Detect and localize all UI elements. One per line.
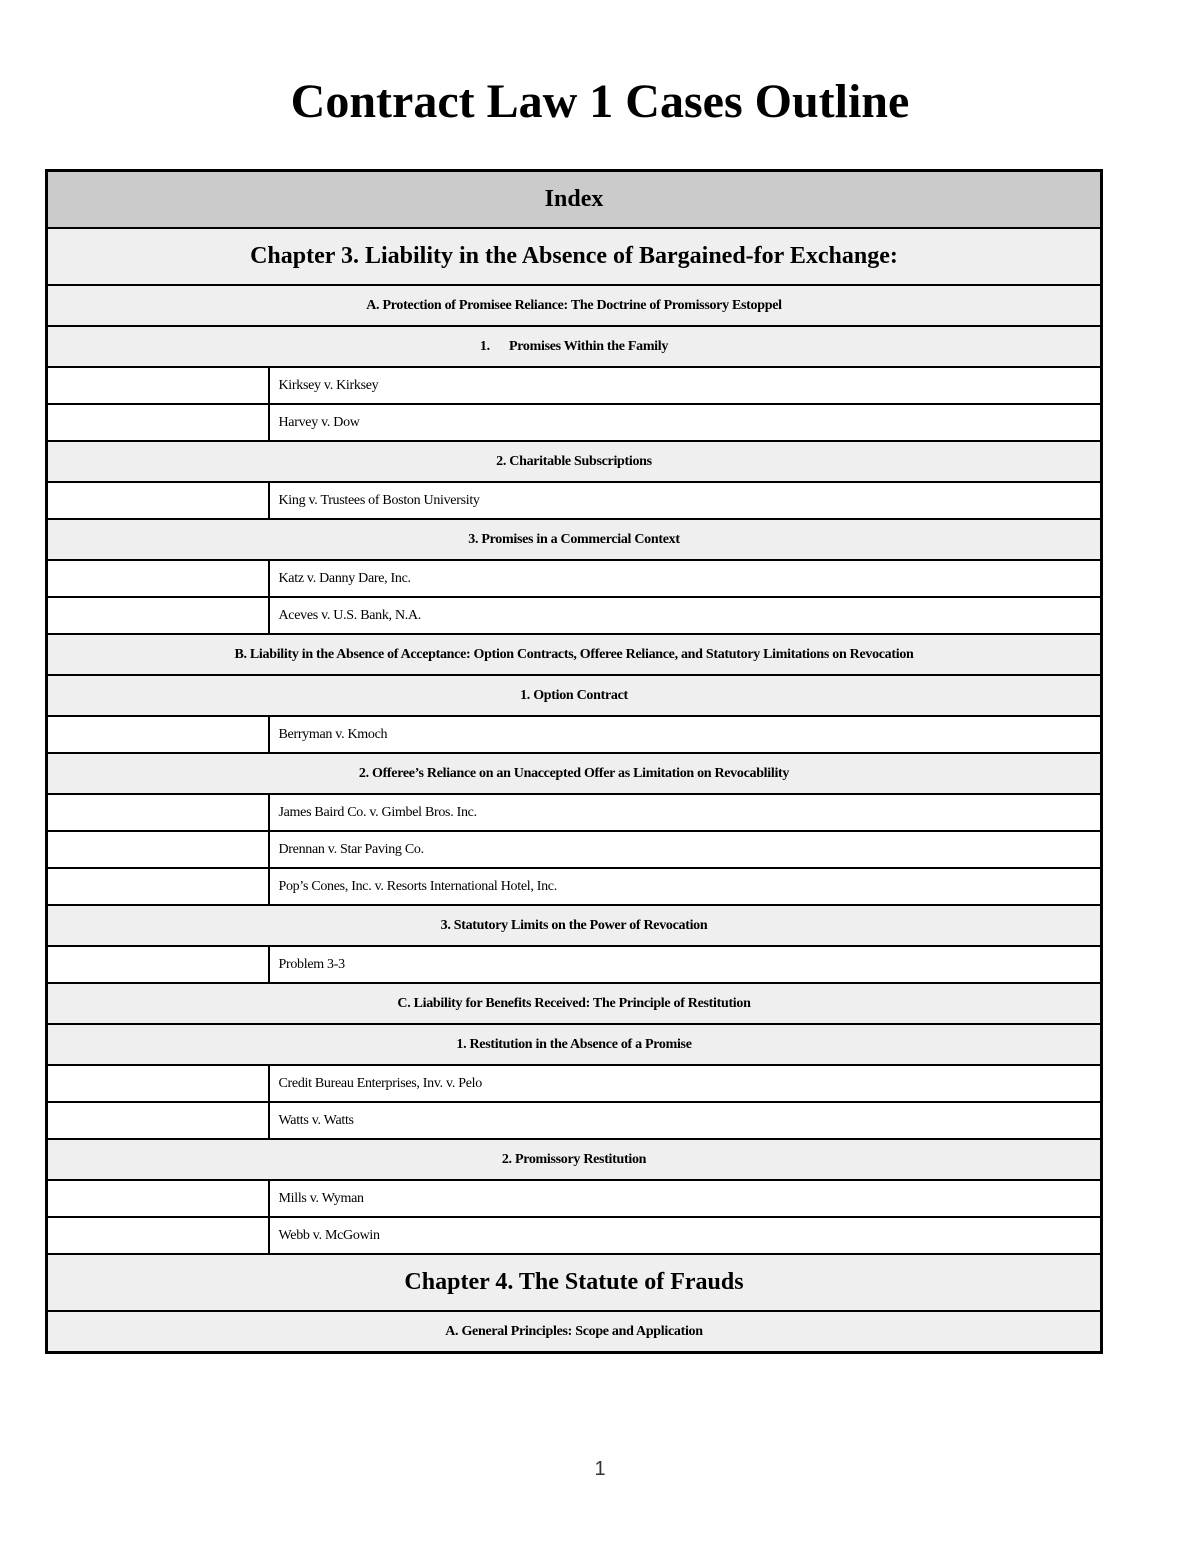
case-name: King v. Trustees of Boston University: [269, 482, 1102, 519]
case-name: Drennan v. Star Paving Co.: [269, 831, 1102, 868]
section-heading: C. Liability for Benefits Received: The Principle of Restitution: [47, 983, 1102, 1024]
section-heading: 3. Statutory Limits on the Power of Revocation: [47, 905, 1102, 946]
index-table-body: [47, 171, 1102, 1353]
case-row: [47, 482, 1102, 519]
case-row: [47, 1180, 1102, 1217]
case-name: Berryman v. Kmoch: [269, 716, 1102, 753]
section-row: [47, 519, 1102, 560]
case-row: [47, 404, 1102, 441]
index-header-row: [47, 171, 1102, 229]
case-row: [47, 868, 1102, 905]
index-header: Index: [47, 171, 1102, 229]
index-table: [45, 169, 1103, 1354]
case-name: Pop’s Cones, Inc. v. Resorts International Hotel, Inc.: [269, 868, 1102, 905]
chapter-row: [47, 228, 1102, 285]
section-row: [47, 285, 1102, 326]
section-row: [47, 983, 1102, 1024]
section-heading: 2. Offeree’s Reliance on an Unaccepted Offer as Limitation on Revocablility: [47, 753, 1102, 794]
case-row: [47, 1065, 1102, 1102]
case-name: Watts v. Watts: [269, 1102, 1102, 1139]
case-row: [47, 367, 1102, 404]
chapter-row: [47, 1254, 1102, 1311]
section-row: [47, 326, 1102, 367]
case-name: Credit Bureau Enterprises, Inv. v. Pelo: [269, 1065, 1102, 1102]
case-row: [47, 1102, 1102, 1139]
section-heading: A. Protection of Promisee Reliance: The Doctrine of Promissory Estoppel: [47, 285, 1102, 326]
section-row: [47, 1311, 1102, 1353]
case-name: Problem 3-3: [269, 946, 1102, 983]
case-notes-cell: [47, 831, 269, 868]
chapter-heading: Chapter 3. Liability in the Absence of Bargained-for Exchange:: [47, 228, 1102, 285]
section-row: [47, 1024, 1102, 1065]
case-name: James Baird Co. v. Gimbel Bros. Inc.: [269, 794, 1102, 831]
section-row: [47, 675, 1102, 716]
case-row: [47, 1217, 1102, 1254]
case-notes-cell: [47, 946, 269, 983]
case-notes-cell: [47, 367, 269, 404]
section-heading: A. General Principles: Scope and Application: [47, 1311, 1102, 1353]
section-row: [47, 1139, 1102, 1180]
section-row: [47, 441, 1102, 482]
case-row: [47, 946, 1102, 983]
section-row: [47, 634, 1102, 675]
case-row: [47, 560, 1102, 597]
case-notes-cell: [47, 1217, 269, 1254]
section-heading: 2. Promissory Restitution: [47, 1139, 1102, 1180]
page-number: 1: [594, 1458, 606, 1480]
case-name: Mills v. Wyman: [269, 1180, 1102, 1217]
case-notes-cell: [47, 560, 269, 597]
case-name: Webb v. McGowin: [269, 1217, 1102, 1254]
chapter-heading: Chapter 4. The Statute of Frauds: [47, 1254, 1102, 1311]
case-notes-cell: [47, 1065, 269, 1102]
section-row: [47, 753, 1102, 794]
document-title: Contract Law 1 Cases Outline: [290, 75, 910, 128]
case-notes-cell: [47, 597, 269, 634]
case-row: [47, 794, 1102, 831]
case-row: [47, 831, 1102, 868]
case-row: [47, 716, 1102, 753]
section-heading: 1. Restitution in the Absence of a Promise: [47, 1024, 1102, 1065]
case-notes-cell: [47, 794, 269, 831]
case-notes-cell: [47, 482, 269, 519]
section-heading: 1. Option Contract: [47, 675, 1102, 716]
section-heading: 2. Charitable Subscriptions: [47, 441, 1102, 482]
case-name: Katz v. Danny Dare, Inc.: [269, 560, 1102, 597]
case-notes-cell: [47, 404, 269, 441]
section-heading: B. Liability in the Absence of Acceptance: Option Contracts, Offeree Reliance, and Statutory Limitations on Revocation: [47, 634, 1102, 675]
case-name: Harvey v. Dow: [269, 404, 1102, 441]
case-notes-cell: [47, 1102, 269, 1139]
case-name: Aceves v. U.S. Bank, N.A.: [269, 597, 1102, 634]
section-heading: 3. Promises in a Commercial Context: [47, 519, 1102, 560]
section-heading: 1. Promises Within the Family: [47, 326, 1102, 367]
case-notes-cell: [47, 1180, 269, 1217]
case-name: Kirksey v. Kirksey: [269, 367, 1102, 404]
case-notes-cell: [47, 868, 269, 905]
section-row: [47, 905, 1102, 946]
case-notes-cell: [47, 716, 269, 753]
case-row: [47, 597, 1102, 634]
